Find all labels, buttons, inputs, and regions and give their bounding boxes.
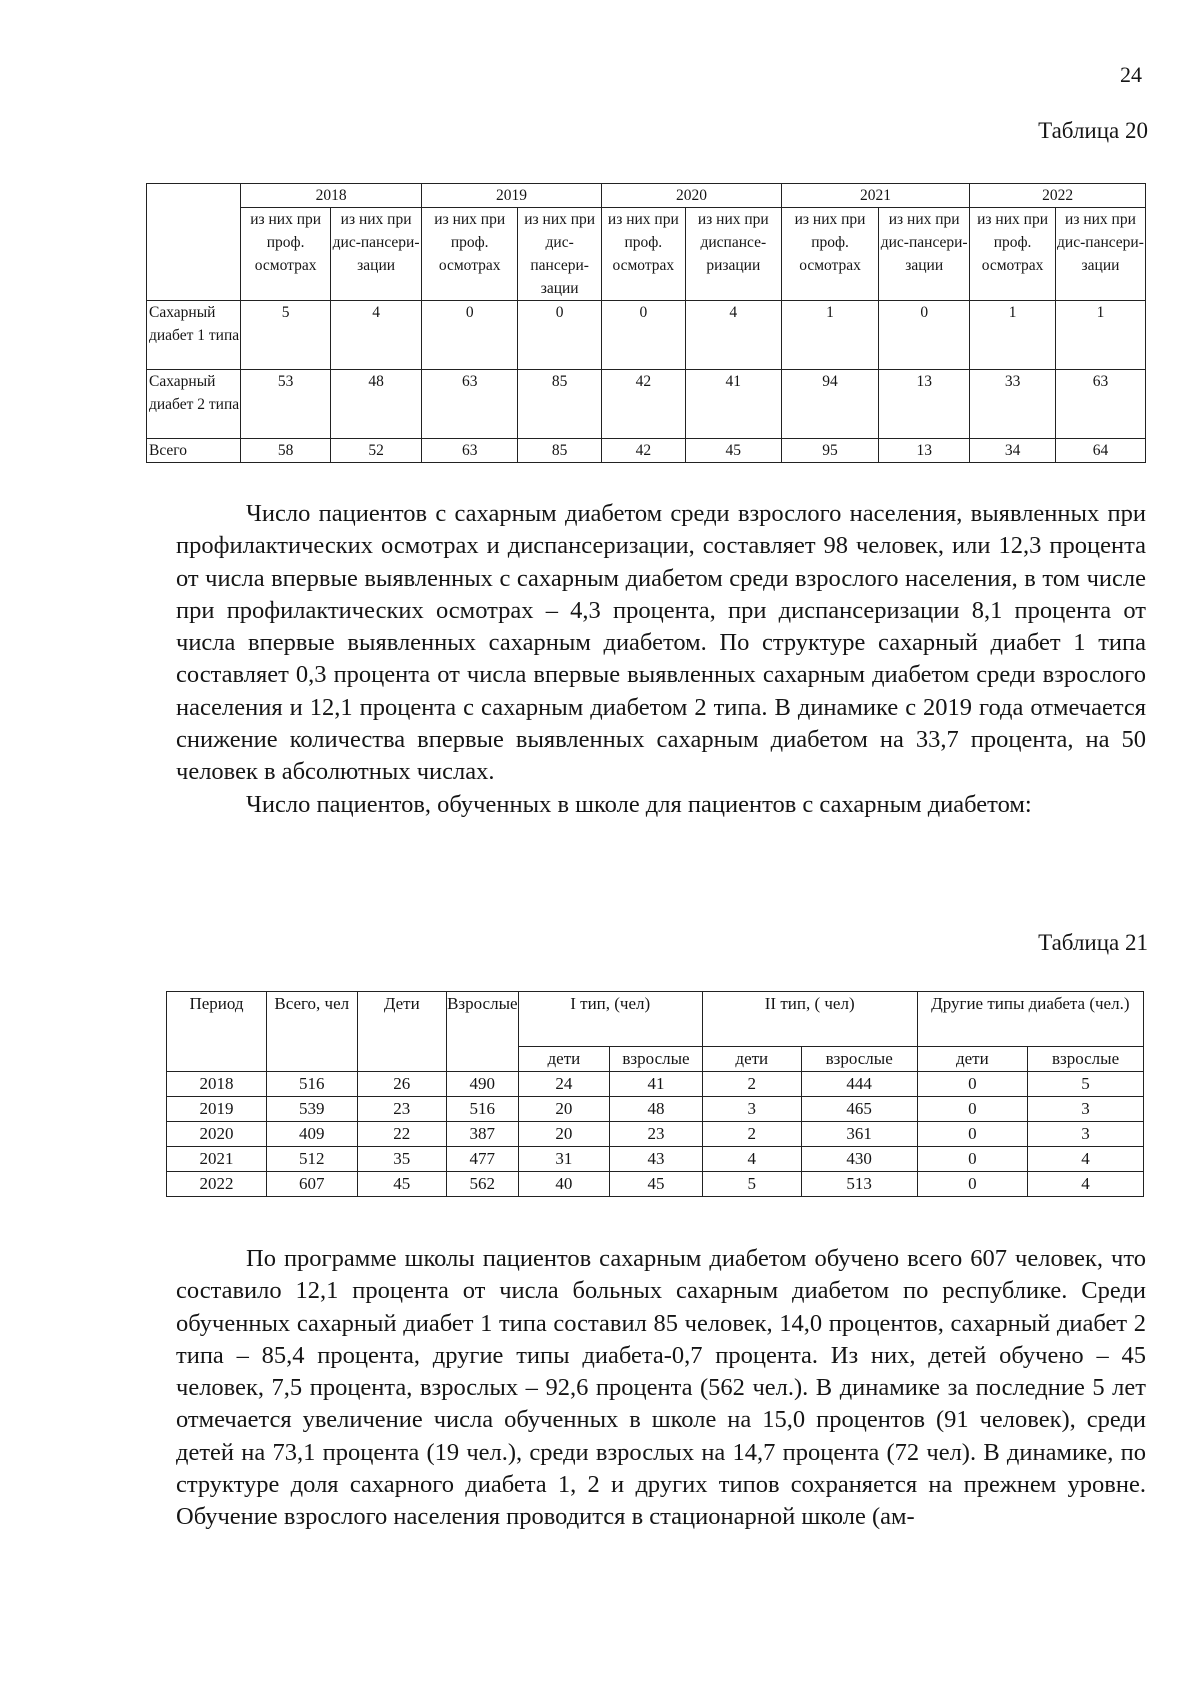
cell: 64 [1055,439,1145,463]
cell: 5 [1028,1072,1144,1097]
cell: 2020 [167,1122,267,1147]
cell: 63 [422,370,518,439]
cell: 5 [702,1172,801,1197]
cell: 23 [357,1097,446,1122]
body-text-block [176,498,1146,821]
cell: 58 [241,439,331,463]
cell: 477 [447,1147,519,1172]
cell: 40 [518,1172,610,1197]
cell: 85 [518,370,602,439]
cell: 13 [879,370,970,439]
cell: 1 [781,301,878,370]
table-20-caption: Таблица 20 [1038,118,1148,143]
table-row [167,1172,1144,1197]
subheader-children: дети [518,1047,610,1072]
cell: 1 [970,301,1056,370]
cell: 0 [879,301,970,370]
header-adults: Взрослые [447,992,519,1072]
header-children: Дети [357,992,446,1072]
cell: 20 [518,1122,610,1147]
cell: 45 [357,1172,446,1197]
cell: 4 [1028,1172,1144,1197]
cell: 63 [1055,370,1145,439]
cell: 41 [685,370,781,439]
subheader-adults: взрослые [610,1047,703,1072]
table-row [167,1072,1144,1097]
cell: 607 [267,1172,358,1197]
cell: 5 [241,301,331,370]
cell: 512 [267,1147,358,1172]
subheader-adults: взрослые [1028,1047,1144,1072]
table-corner [147,184,241,301]
subheader-disp: из них при дис-пансери-зации [1055,208,1145,301]
cell: 444 [801,1072,917,1097]
cell: 0 [422,301,518,370]
row-label: Сахарный диабет 1 типа [147,301,241,370]
cell: 48 [331,370,422,439]
cell: 387 [447,1122,519,1147]
subheader-prof: из них при проф. осмотрах [241,208,331,301]
cell: 3 [1028,1097,1144,1122]
year-header: 2022 [970,184,1146,208]
cell: 562 [447,1172,519,1197]
cell: 0 [917,1172,1028,1197]
cell: 63 [422,439,518,463]
cell: 2019 [167,1097,267,1122]
subheader-disp: из них при диспансе-ризации [685,208,781,301]
paragraph: Число пациентов с сахарным диабетом среди взрослого населения, выявленных при профилактических осмотрах и диспансеризации, составляет 98 человек, или 12,3 процента от числа впервые выявленных с сахарным диабетом среди взрослого населения, в том числе при профилактических осмотрах – 4,3 процента, при диспансеризации 8,1 процента от числа впервые выявленных сахарным диабетом. По структуре сахарный диабет 1 типа составляет 0,3 процента от числа впервые выявленных сахарным диабетом среди взрослого населения и 12,1 процента с сахарным диабетом 2 типа. В динамике с 2019 года отмечается снижение количества впервые выявленных сахарным диабетом на 33,7 процента, на 50 человек в абсолютных числах. [176,500,1146,786]
table-row-total [147,439,1146,463]
row-label: Сахарный диабет 2 типа [147,370,241,439]
cell: 539 [267,1097,358,1122]
subheader-prof: из них при проф. осмотрах [422,208,518,301]
cell: 0 [917,1097,1028,1122]
cell: 0 [917,1147,1028,1172]
cell: 95 [781,439,878,463]
cell: 2 [702,1122,801,1147]
header-type2: II тип, ( чел) [702,992,917,1047]
subheader-prof: из них при проф. осмотрах [781,208,878,301]
cell: 43 [610,1147,703,1172]
cell: 2018 [167,1072,267,1097]
cell: 516 [267,1072,358,1097]
table-row [147,370,1146,439]
subheader-disp: из них при дис-пансери-зации [518,208,602,301]
paragraph: По программе школы пациентов сахарным диабетом обучено всего 607 человек, что составило 12,1 процента от числа больных сахарным диабетом по республике. Среди обученных сахарный диабет 1 типа составил 85 человек, 14,0 процентов, сахарный диабет 2 типа – 85,4 процента, другие типы диабета-0,7 процента. Из них, детей обучено – 45 человек, 7,5 процента, взрослых – 92,6 процента (562 чел.). В динамике за последние 5 лет отмечается увеличение числа обученных в школе на 15,0 процентов (91 человек), среди детей на 73,1 процента (19 чел.), среди взрослых на 14,7 процента (72 чел). В динамике, по структуре доля сахарного диабета 1, 2 и других типов сохраняется на прежнем уровне. Обучение взрослого населения проводится в стационарной школе (ам- [176,1245,1146,1531]
cell: 13 [879,439,970,463]
table-20 [146,183,1146,463]
cell: 45 [610,1172,703,1197]
cell: 85 [518,439,602,463]
table-row [167,1097,1144,1122]
cell: 361 [801,1122,917,1147]
cell: 0 [602,301,686,370]
cell: 48 [610,1097,703,1122]
subheader-prof: из них при проф. осмотрах [602,208,686,301]
cell: 33 [970,370,1056,439]
cell: 490 [447,1072,519,1097]
cell: 516 [447,1097,519,1122]
subheader-children: дети [917,1047,1028,1072]
cell: 4 [702,1147,801,1172]
cell: 430 [801,1147,917,1172]
cell: 1 [1055,301,1145,370]
cell: 513 [801,1172,917,1197]
table-21-caption: Таблица 21 [1038,930,1148,955]
cell: 23 [610,1122,703,1147]
cell: 2022 [167,1172,267,1197]
cell: 4 [685,301,781,370]
paragraph: Число пациентов, обученных в школе для пациентов с сахарным диабетом: [246,790,1032,818]
cell: 94 [781,370,878,439]
year-header: 2021 [781,184,969,208]
year-header: 2019 [422,184,602,208]
cell: 52 [331,439,422,463]
cell: 20 [518,1097,610,1122]
table-21 [166,991,1144,1197]
cell: 35 [357,1147,446,1172]
row-label: Всего [147,439,241,463]
table-row [167,1147,1144,1172]
body-text-block [176,1243,1146,1534]
year-header: 2018 [241,184,422,208]
cell: 2 [702,1072,801,1097]
year-header: 2020 [602,184,782,208]
cell: 3 [702,1097,801,1122]
cell: 42 [602,439,686,463]
page-number: 24 [1120,62,1142,87]
subheader-adults: взрослые [801,1047,917,1072]
cell: 0 [917,1072,1028,1097]
subheader-disp: из них при дис-пансери-зации [879,208,970,301]
cell: 3 [1028,1122,1144,1147]
subheader-disp: из них при дис-пансери-зации [331,208,422,301]
cell: 4 [331,301,422,370]
cell: 53 [241,370,331,439]
cell: 31 [518,1147,610,1172]
header-period: Период [167,992,267,1072]
cell: 24 [518,1072,610,1097]
cell: 2021 [167,1147,267,1172]
cell: 465 [801,1097,917,1122]
header-other-types: Другие типы диабета (чел.) [917,992,1143,1047]
cell: 4 [1028,1147,1144,1172]
cell: 42 [602,370,686,439]
header-type1: I тип, (чел) [518,992,702,1047]
cell: 26 [357,1072,446,1097]
cell: 22 [357,1122,446,1147]
table-row [147,301,1146,370]
cell: 0 [518,301,602,370]
subheader-children: дети [702,1047,801,1072]
cell: 0 [917,1122,1028,1147]
header-total: Всего, чел [267,992,358,1072]
cell: 45 [685,439,781,463]
cell: 41 [610,1072,703,1097]
subheader-prof: из них при проф. осмотрах [970,208,1056,301]
cell: 34 [970,439,1056,463]
table-row [167,1122,1144,1147]
cell: 409 [267,1122,358,1147]
